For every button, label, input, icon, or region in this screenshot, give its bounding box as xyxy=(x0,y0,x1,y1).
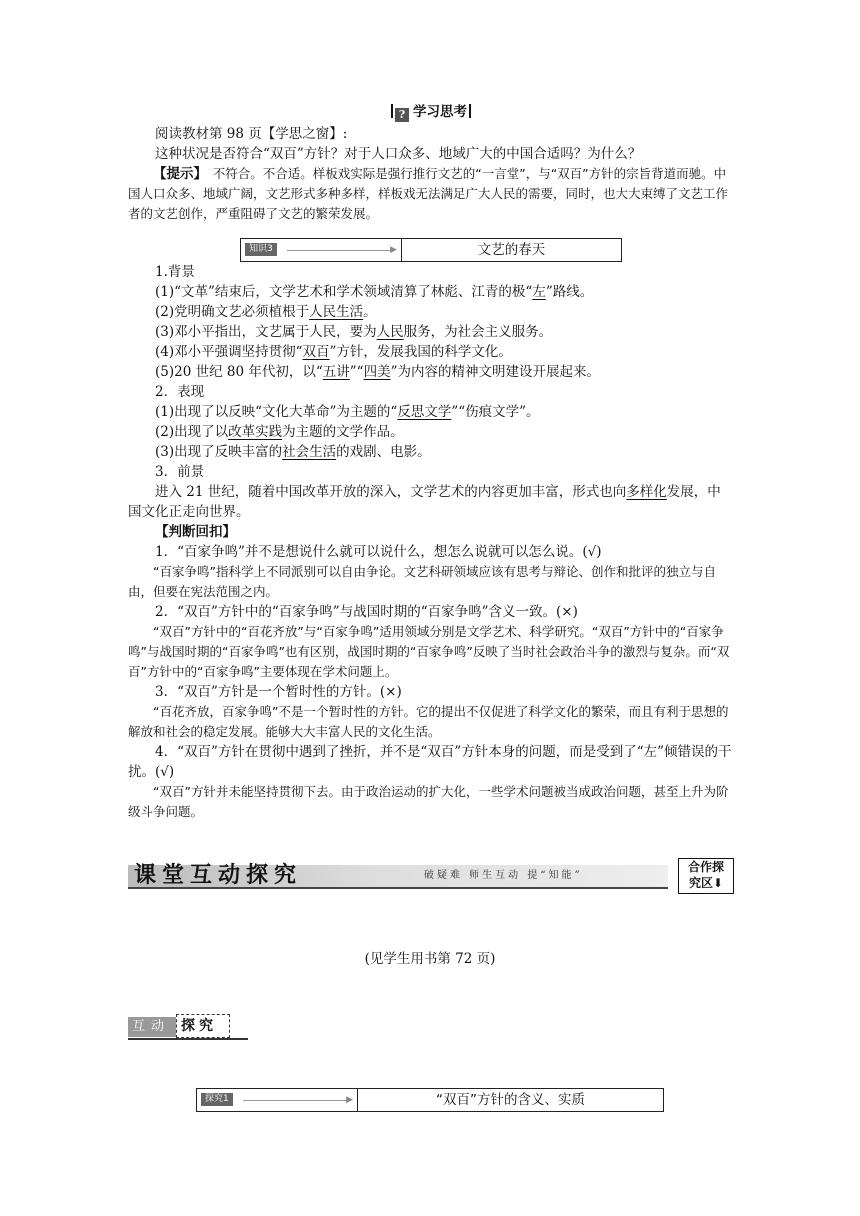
cooperation-zone-badge xyxy=(678,858,734,894)
knowledge-tag-label: 知识3 xyxy=(245,243,277,256)
explore-tag xyxy=(197,1089,358,1111)
knowledge-tag xyxy=(241,239,402,261)
arrow-right-icon: ▶ xyxy=(346,1095,353,1105)
background-item: (1)“文革”结束后，文学艺术和学术领域清算了林彪、江青的极“左”路线。 xyxy=(155,284,594,300)
tag-line xyxy=(287,250,393,251)
zone-line-2: 究区⬇ xyxy=(688,876,724,890)
judge-explanation: “百家争鸣”指科学上不同派别可以自由争论。文艺科研领域应该有思考与辩论、创作和批评的独立与自由，但要在宪法范围之内。 xyxy=(128,564,716,599)
answer-blank: 人民生活 xyxy=(309,304,364,320)
heading-rule xyxy=(128,1038,248,1040)
zone-line-1: 合作探 xyxy=(687,860,724,874)
interactive-part-2: 探究 xyxy=(176,1014,230,1038)
judge-question: 4．“双百”方针在贯彻中遇到了挫折，并不是“双百”方针本身的问题，而是受到了“左”倾错误的干扰。(√) xyxy=(128,744,732,780)
judge-question: 2．“双百”方针中的“百家争鸣”与战国时期的“百家争鸣”含义一致。(×) xyxy=(155,604,578,620)
judge-question: 1．“百家争鸣”并不是想说什么就可以说什么，想怎么说就可以怎么说。(√) xyxy=(155,544,602,560)
performance-item: (3)出现了反映丰富的社会生活的戏剧、电影。 xyxy=(155,444,431,460)
answer-blank: 多样化 xyxy=(626,484,667,500)
interactive-part-1: 互动 xyxy=(128,1017,184,1037)
performance-item: (2)出现了以改革实践为主题的文学作品。 xyxy=(155,424,404,440)
study-heading-text: 学习思考 xyxy=(413,104,467,120)
answer-blank: 五讲 xyxy=(322,364,350,380)
reference-note: (见学生用书第 72 页) xyxy=(364,951,496,967)
heading-bar-icon xyxy=(391,104,393,118)
answer-blank: 人民 xyxy=(376,324,404,340)
study-intro: 阅读教材第 98 页【学思之窗】: xyxy=(155,126,348,142)
performance-heading: 2．表现 xyxy=(155,384,205,400)
background-item: (4)邓小平强调坚持贯彻“双百”方针，发展我国的科学文化。 xyxy=(155,344,512,360)
prospect-heading: 3．前景 xyxy=(155,464,205,480)
answer-blank: 社会生活 xyxy=(282,444,337,460)
answer-blank: 左 xyxy=(532,284,546,300)
hint-label: 【提示】 xyxy=(153,166,201,182)
arrow-right-icon: ▶ xyxy=(390,245,397,255)
explore-box xyxy=(196,1088,664,1112)
judge-heading: 【判断回扣】 xyxy=(155,524,236,540)
heading-bar-icon xyxy=(469,104,471,118)
prospect-text: 进入 21 世纪，随着中国改革开放的深入，文学艺术的内容更加丰富，形式也向多样化发展，中国文化正走向世界。 xyxy=(128,484,721,520)
section-banner xyxy=(128,857,734,895)
performance-item: (1)出现了以反映“文化大革命”为主题的“反思文学”“伤痕文学”。 xyxy=(155,404,540,420)
answer-blank: 反思文学 xyxy=(397,404,452,420)
judge-question: 3．“双百”方针是一个暂时性的方针。(×) xyxy=(155,684,402,700)
question-mark-icon: ? xyxy=(395,108,409,122)
background-heading: 1.背景 xyxy=(155,264,195,280)
study-heading xyxy=(128,102,734,122)
banner-subtitle: 破疑难 师生互动 提“知能” xyxy=(424,870,583,881)
background-item: (3)邓小平指出，文艺属于人民，要为人民服务，为社会主义服务。 xyxy=(155,324,553,340)
answer-blank: 改革实践 xyxy=(228,424,283,440)
tag-line xyxy=(243,1100,349,1101)
interactive-heading xyxy=(128,1014,248,1040)
judge-explanation: “双百”方针中的“百花齐放”与“百家争鸣”适用领域分别是文学艺术、科学研究。“双百”方针中的“百家争鸣”与战国时期的“百家争鸣”也有区别，战国时期的“百家争鸣”反映了当时社会政治斗争的激烈与复杂。而“双百”方针中的“百家争鸣”主要体现在学术问题上。 xyxy=(128,624,730,679)
judge-explanation: “双百”方针并未能坚持贯彻下去。由于政治运动的扩大化，一些学术问题被当成政治问题，甚至上升为阶级斗争问题。 xyxy=(128,784,729,819)
explore-tag-label: 探究1 xyxy=(201,1093,233,1106)
background-item: (5)20 世纪 80 年代初，以“五讲”“四美”为内容的精神文明建设开展起来。 xyxy=(155,364,600,380)
knowledge-content xyxy=(128,262,734,822)
background-item: (2)党明确文艺必须植根于人民生活。 xyxy=(155,304,377,320)
explore-title: “双百”方针的含义、实质 xyxy=(436,1092,585,1108)
knowledge-box xyxy=(240,238,622,262)
knowledge-title: 文艺的春天 xyxy=(477,242,546,258)
study-question: 这种状况是否符合“双百”方针？对于人口众多、地域广大的中国合适吗？为什么？ xyxy=(155,146,642,162)
answer-blank: 双百 xyxy=(302,344,330,360)
banner-title: 课堂互动探究 xyxy=(134,862,303,888)
answer-blank: 四美 xyxy=(363,364,391,380)
study-section xyxy=(128,102,734,224)
judge-explanation: “百花齐放，百家争鸣”不是一个暂时性的方针。它的提出不仅促进了科学文化的繁荣，而且有利于思想的解放和社会的稳定发展。能够大大丰富人民的文化生活。 xyxy=(128,704,729,739)
arrow-down-icon: ⬇ xyxy=(712,876,724,890)
hint-text: 不符合。不合适。样板戏实际是强行推行文艺的“一言堂”，与“双百”方针的宗旨背道而驰。中国人口众多、地域广阔，文艺形式多种多样，样板戏无法满足广大人民的需要，同时，也大大束缚了文艺工作者的文艺创作，严重阻碍了文艺的繁荣发展。 xyxy=(128,166,729,221)
study-hint xyxy=(128,164,734,224)
